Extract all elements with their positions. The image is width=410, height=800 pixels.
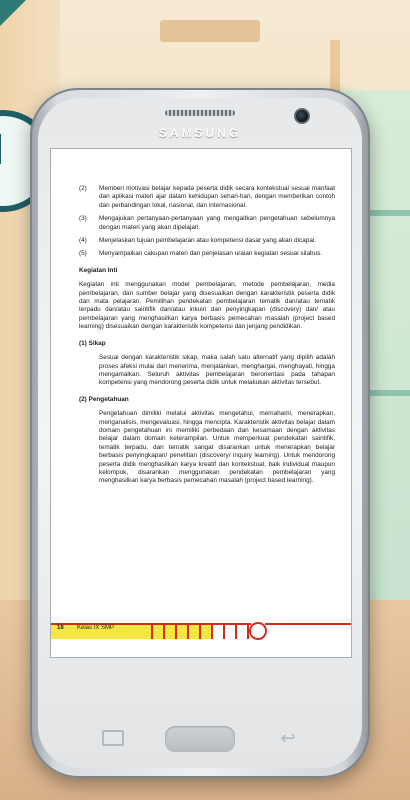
kegiatan-inti-paragraph: Kegiatan inti menggunakan model pembelajaran, metode pembelajaran, media pembelajaran, dan sumber belajar yang disesuaikan dengan karakteristik peserta didik dan mata pelajaran. Pemilihan pendekatan pembelajaran tematik dan/atau tematik terpadu dan/atau saintifik dan/atau inkuiri dan penyingkapan (discovery) dan/ atau pembelajaran yang menghasilkan karya berbasis pemecahan masalah (project based learning) disesuaikan dengan karakteristik kompetensi dan jenjang pendidikan. — [79, 281, 335, 331]
list-item-number: (3) — [79, 215, 87, 223]
home-button[interactable] — [165, 726, 235, 752]
section-heading-pengetahuan: (2) Pengetahuan — [79, 395, 129, 403]
section-heading-sikap: (1) Sikap — [79, 339, 106, 347]
footer-label: Kelas IX SMP — [77, 625, 115, 631]
phone-screen[interactable] — [50, 148, 352, 658]
list-item-text: Menjelaskan tujuan pembelajaran atau kompetensi dasar yang akan dicapai. — [99, 237, 317, 245]
list-item — [79, 250, 335, 258]
list-item-number: (2) — [79, 185, 87, 192]
front-camera-icon — [294, 108, 310, 124]
list-item-text: Menyampaikan cakupan materi dan penjelasan uraian kegiatan sesuai silabus. — [99, 250, 323, 258]
list-item-text: Mengajukan pertanyaan-pertanyaan yang mengaitkan pengetahuan sebelumnya dengan materi yang akan dipelajari. — [99, 215, 335, 231]
brand-logo: SAMSUNG — [158, 126, 242, 140]
page-number: 18 — [57, 625, 64, 631]
speaker-grille — [165, 110, 235, 116]
phone-frame — [30, 88, 370, 778]
document-page[interactable] — [51, 149, 351, 657]
recent-apps-icon[interactable] — [102, 730, 124, 746]
background-shelf — [160, 20, 260, 42]
list-item — [79, 237, 335, 245]
list-item — [79, 215, 335, 232]
footer-line — [265, 623, 351, 625]
document-body — [79, 185, 335, 492]
background-decoration — [0, 0, 26, 26]
footer-decoration — [151, 623, 251, 639]
list-item — [79, 185, 335, 210]
pengetahuan-paragraph: Pengetahuan dimiliki melalui aktivitas mengetahui, memahami, menerapkan, menganalisis, mengevaluasi, hingga mencipta. Karakteristik aktivitas belajar dalam domain pengetahuan ini memiliki perbedaan dan kesamaan dengan aktivitas belajar dalam domain keterampilan. Untuk memperkuat pendekatan saintifik, tematik terpadu, dan tematik sangat disarankan untuk menerapkan belajar berbasis penyingkapan/ penelitian (discovery/ inquiry learning). Untuk mendorong peserta didik menghasilkan karya kreatif dan kontekstual, baik individual maupun kelompok, disarankan menggunakan pendekatan pembelajaran yang menghasilkan karya berbasis pemecahan masalah (project based learning). — [99, 410, 335, 485]
list-item-text: Memberi motivasi belajar kepada peserta didik secara kontekstual sesuai manfaat dan aplikasi materi ajar dalam kehidupan sehari-hari, dengan memberikan contoh dan perbandingan lokal, nasional, dan internasional. — [99, 185, 335, 209]
list-item-number: (4) — [79, 237, 87, 245]
back-icon[interactable]: ↩ — [280, 728, 296, 749]
page-footer — [51, 619, 351, 637]
list-item-number: (5) — [79, 250, 87, 258]
sikap-paragraph: Sesuai dengan karakteristik sikap, maka salah satu alternatif yang dipilih adalah proses afeksi mulai dari menerima, menjalankan, menghargai, menghayati, hingga mengamalkan. Seluruh aktivitas pembelajaran berorientasi pada tahapan kompetensi yang mendorong peserta didik untuk melakukan aktivitas tersebut. — [99, 354, 335, 387]
section-heading-kegiatan-inti: Kegiatan Inti — [79, 266, 118, 274]
